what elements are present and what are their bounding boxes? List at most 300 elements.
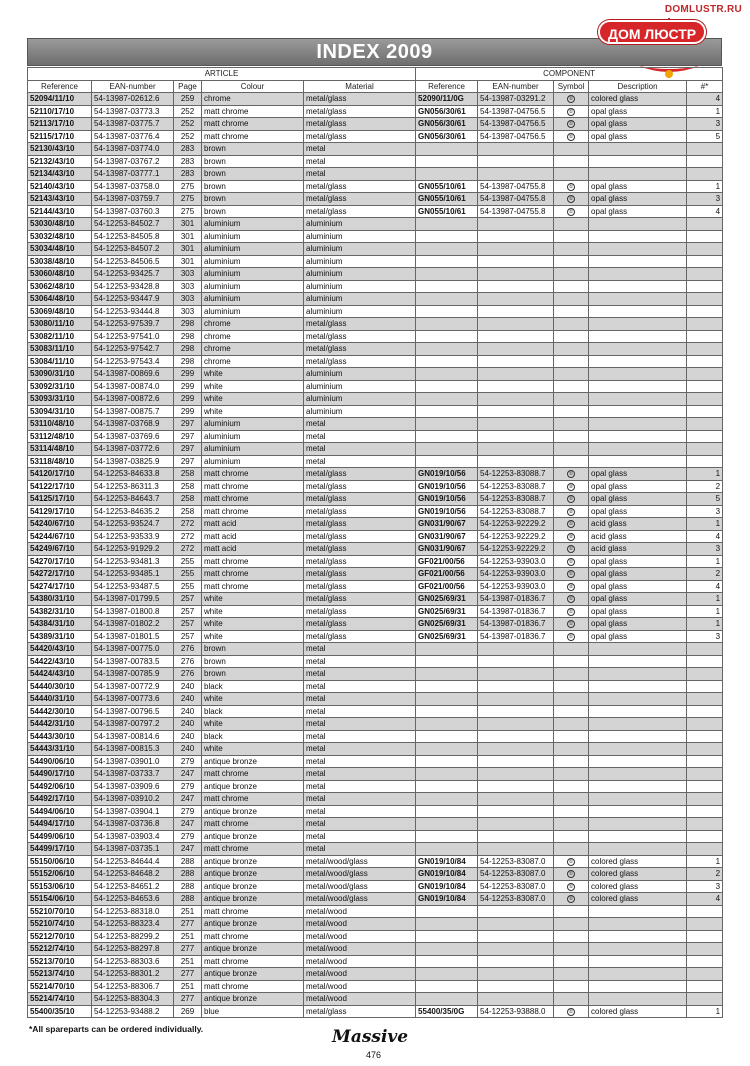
colour-cell: chrome (202, 93, 304, 106)
colour-cell: aluminium (202, 455, 304, 468)
component-reference-cell (416, 918, 478, 931)
ean-number-cell: 54-12253-86311.3 (92, 480, 174, 493)
symbol-cell (554, 793, 589, 806)
component-ean-cell (478, 430, 554, 443)
ean-number-cell: 54-12253-84505.8 (92, 230, 174, 243)
ean-number-cell: 54-13987-03777.1 (92, 168, 174, 181)
count-cell (687, 455, 723, 468)
symbol-cell (554, 618, 589, 631)
colour-cell: antique bronze (202, 805, 304, 818)
symbol-cell (554, 930, 589, 943)
component-ean-cell (478, 343, 554, 356)
description-cell (589, 218, 687, 231)
colour-cell: brown (202, 643, 304, 656)
material-cell: metal/glass (304, 518, 416, 531)
description-cell: opal glass (589, 130, 687, 143)
description-cell (589, 755, 687, 768)
page-cell: 301 (174, 230, 202, 243)
table-row (28, 93, 723, 106)
ean-number-cell: 54-13987-03904.1 (92, 805, 174, 818)
page-cell: 277 (174, 918, 202, 931)
component-reference-cell (416, 318, 478, 331)
material-cell: metal/wood (304, 918, 416, 931)
page-cell: 247 (174, 818, 202, 831)
table-row (28, 618, 723, 631)
component-ean-cell (478, 980, 554, 993)
symbol-cell (554, 593, 589, 606)
symbol-cell (554, 580, 589, 593)
reference-cell: 52113/17/10 (28, 118, 92, 131)
component-reference-cell (416, 905, 478, 918)
ean-number-cell: 54-12253-84633.8 (92, 468, 174, 481)
page-cell: 240 (174, 693, 202, 706)
table-row (28, 755, 723, 768)
ean-number-cell: 54-12253-88299.2 (92, 930, 174, 943)
description-cell: colored glass (589, 93, 687, 106)
reference-cell: 53032/48/10 (28, 230, 92, 243)
count-cell (687, 343, 723, 356)
count-cell (687, 293, 723, 306)
page-cell: 269 (174, 1005, 202, 1018)
count-cell (687, 818, 723, 831)
count-cell (687, 143, 723, 156)
reference-cell: 52130/43/10 (28, 143, 92, 156)
table-row (28, 630, 723, 643)
colour-cell: antique bronze (202, 893, 304, 906)
page-cell: 277 (174, 943, 202, 956)
component-ean-cell: 54-12253-93903.0 (478, 555, 554, 568)
component-reference-cell: GN025/69/31 (416, 605, 478, 618)
ean-number-cell: 54-13987-00869.6 (92, 368, 174, 381)
page-cell: 279 (174, 755, 202, 768)
colour-cell: matt chrome (202, 580, 304, 593)
symbol-cell (554, 943, 589, 956)
table-row (28, 793, 723, 806)
description-cell: opal glass (589, 180, 687, 193)
material-cell: metal/wood (304, 905, 416, 918)
page-cell: 288 (174, 868, 202, 881)
ean-number-cell: 54-13987-03910.2 (92, 793, 174, 806)
component-reference-cell (416, 955, 478, 968)
symbol-icon: ① (568, 521, 574, 528)
description-cell (589, 968, 687, 981)
count-cell (687, 905, 723, 918)
material-cell: metal/wood (304, 943, 416, 956)
reference-cell: 53092/31/10 (28, 380, 92, 393)
count-cell (687, 793, 723, 806)
table-row (28, 655, 723, 668)
component-ean-cell (478, 293, 554, 306)
brand-logo: Massive (332, 1027, 409, 1047)
page-cell: 258 (174, 480, 202, 493)
material-cell: metal/glass (304, 593, 416, 606)
component-reference-cell (416, 755, 478, 768)
component-reference-cell: GN055/10/61 (416, 193, 478, 206)
colour-cell: white (202, 393, 304, 406)
page-cell: 240 (174, 680, 202, 693)
reference-cell: 55154/06/10 (28, 893, 92, 906)
symbol-cell (554, 318, 589, 331)
table-row (28, 180, 723, 193)
count-cell: 2 (687, 868, 723, 881)
count-cell (687, 780, 723, 793)
page-cell: 276 (174, 643, 202, 656)
article-group-header: ARTICLE (28, 68, 416, 81)
component-ean-cell (478, 230, 554, 243)
symbol-cell (554, 305, 589, 318)
table-row (28, 605, 723, 618)
table-row (28, 855, 723, 868)
table-row (28, 518, 723, 531)
ean-number-cell: 54-12253-93481.3 (92, 555, 174, 568)
count-cell: 1 (687, 180, 723, 193)
table-row (28, 580, 723, 593)
count-cell: 3 (687, 505, 723, 518)
component-ean-cell: 54-13987-01836.7 (478, 593, 554, 606)
page-cell: 301 (174, 243, 202, 256)
material-cell: metal (304, 743, 416, 756)
component-ean-cell (478, 418, 554, 431)
page-cell: 251 (174, 905, 202, 918)
component-ean-cell (478, 993, 554, 1006)
ean-number-cell: 54-12253-84507.2 (92, 243, 174, 256)
description-cell: opal glass (589, 118, 687, 131)
colour-cell: white (202, 405, 304, 418)
colour-cell: brown (202, 143, 304, 156)
count-cell (687, 280, 723, 293)
component-ean-cell (478, 793, 554, 806)
count-cell (687, 943, 723, 956)
component-reference-cell: GN031/90/67 (416, 530, 478, 543)
ean-number-cell: 54-12253-93444.8 (92, 305, 174, 318)
material-cell: metal/glass (304, 543, 416, 556)
description-cell: opal glass (589, 580, 687, 593)
description-cell (589, 793, 687, 806)
symbol-cell (554, 630, 589, 643)
description-cell (589, 330, 687, 343)
material-cell: metal (304, 755, 416, 768)
count-cell (687, 968, 723, 981)
count-cell: 3 (687, 543, 723, 556)
material-cell: metal (304, 155, 416, 168)
material-cell: aluminium (304, 280, 416, 293)
symbol-icon: ① (568, 208, 574, 215)
description-cell (589, 355, 687, 368)
ean-number-cell: 54-13987-03773.3 (92, 105, 174, 118)
reference-cell: 54492/06/10 (28, 780, 92, 793)
symbol-cell (554, 730, 589, 743)
component-ean-cell (478, 143, 554, 156)
table-row (28, 980, 723, 993)
colour-cell: brown (202, 668, 304, 681)
component-ean-cell (478, 268, 554, 281)
symbol-icon: ① (568, 496, 574, 503)
material-cell: metal (304, 718, 416, 731)
component-ean-cell: 54-12253-83088.7 (478, 505, 554, 518)
count-cell (687, 318, 723, 331)
component-reference-cell (416, 230, 478, 243)
description-cell (589, 843, 687, 856)
component-reference-cell (416, 355, 478, 368)
description-cell (589, 705, 687, 718)
ean-number-cell: 54-12253-93447.9 (92, 293, 174, 306)
symbol-cell (554, 243, 589, 256)
reference-cell: 53034/48/10 (28, 243, 92, 256)
component-ean-cell (478, 755, 554, 768)
count-cell (687, 668, 723, 681)
page-cell: 258 (174, 493, 202, 506)
description-cell (589, 943, 687, 956)
table-row (28, 718, 723, 731)
description-cell: opal glass (589, 205, 687, 218)
symbol-cell (554, 418, 589, 431)
symbol-icon: ① (568, 883, 574, 890)
component-ean-cell (478, 393, 554, 406)
component-ean-cell: 54-13987-01836.7 (478, 605, 554, 618)
symbol-cell (554, 968, 589, 981)
colour-cell: chrome (202, 330, 304, 343)
colour-cell: matt chrome (202, 493, 304, 506)
description-cell (589, 405, 687, 418)
description-cell: colored glass (589, 855, 687, 868)
reference-cell: 55212/70/10 (28, 930, 92, 943)
component-reference-cell (416, 793, 478, 806)
page-cell: 279 (174, 780, 202, 793)
site-url[interactable]: DOMLUSTR.RU (664, 4, 742, 15)
table-row (28, 305, 723, 318)
material-cell: metal/glass (304, 105, 416, 118)
colour-cell: black (202, 730, 304, 743)
table-row (28, 930, 723, 943)
count-cell: 1 (687, 605, 723, 618)
page-cell: 272 (174, 518, 202, 531)
count-cell (687, 443, 723, 456)
material-cell: aluminium (304, 368, 416, 381)
reference-cell: 54492/17/10 (28, 793, 92, 806)
symbol-cell (554, 343, 589, 356)
symbol-cell (554, 118, 589, 131)
count-cell (687, 643, 723, 656)
count-cell: 1 (687, 593, 723, 606)
count-cell: 3 (687, 118, 723, 131)
ean-number-cell: 54-13987-03759.7 (92, 193, 174, 206)
colour-cell: aluminium (202, 418, 304, 431)
reference-cell: 53064/48/10 (28, 293, 92, 306)
count-cell: 3 (687, 630, 723, 643)
reference-cell: 53118/48/10 (28, 455, 92, 468)
ean-number-cell: 54-13987-00814.6 (92, 730, 174, 743)
table-row (28, 668, 723, 681)
colour-cell: chrome (202, 355, 304, 368)
component-ean-cell (478, 680, 554, 693)
component-reference-cell (416, 743, 478, 756)
colour-cell: matt chrome (202, 768, 304, 781)
ean-number-cell: 54-12253-97539.7 (92, 318, 174, 331)
count-cell (687, 718, 723, 731)
table-row (28, 205, 723, 218)
colour-cell: chrome (202, 318, 304, 331)
reference-cell: 54270/17/10 (28, 555, 92, 568)
count-cell (687, 655, 723, 668)
count-cell (687, 680, 723, 693)
count-cell (687, 268, 723, 281)
ean-number-cell: 54-13987-01799.5 (92, 593, 174, 606)
description-cell (589, 668, 687, 681)
component-ean-cell (478, 968, 554, 981)
count-cell: 1 (687, 618, 723, 631)
component-ean-cell (478, 918, 554, 931)
description-cell: opal glass (589, 555, 687, 568)
component-ean-cell: 54-12253-92229.2 (478, 530, 554, 543)
symbol-cell (554, 668, 589, 681)
component-ean-cell (478, 830, 554, 843)
description-cell: opal glass (589, 193, 687, 206)
ean-number-cell: 54-13987-03901.0 (92, 755, 174, 768)
material-cell: metal/glass (304, 180, 416, 193)
colour-cell: white (202, 593, 304, 606)
page-cell: 275 (174, 205, 202, 218)
material-cell: metal/glass (304, 530, 416, 543)
component-ean-cell (478, 355, 554, 368)
page-cell: 303 (174, 268, 202, 281)
description-cell: opal glass (589, 605, 687, 618)
table-row (28, 243, 723, 256)
symbol-icon: ① (568, 196, 574, 203)
symbol-cell (554, 205, 589, 218)
symbol-icon: ① (568, 558, 574, 565)
count-cell (687, 918, 723, 931)
description-cell: opal glass (589, 105, 687, 118)
page-cell: 275 (174, 193, 202, 206)
ean-number-cell: 54-13987-01801.5 (92, 630, 174, 643)
symbol-cell (554, 193, 589, 206)
count-cell: 2 (687, 480, 723, 493)
ean-number-cell: 54-13987-03903.4 (92, 830, 174, 843)
component-ean-cell (478, 405, 554, 418)
material-cell: metal (304, 730, 416, 743)
page-cell: 251 (174, 980, 202, 993)
component-reference-cell (416, 680, 478, 693)
page-cell: 258 (174, 468, 202, 481)
table-row (28, 730, 723, 743)
symbol-cell (554, 218, 589, 231)
material-cell: metal (304, 668, 416, 681)
symbol-cell (554, 918, 589, 931)
page-cell: 252 (174, 130, 202, 143)
page-cell: 288 (174, 893, 202, 906)
count-cell (687, 243, 723, 256)
component-ean-cell (478, 730, 554, 743)
symbol-cell (554, 868, 589, 881)
ean-number-cell: 54-12253-97543.4 (92, 355, 174, 368)
table-row (28, 268, 723, 281)
component-ean-cell: 54-13987-01836.7 (478, 618, 554, 631)
description-cell (589, 693, 687, 706)
material-cell: metal (304, 805, 416, 818)
symbol-icon: ① (568, 96, 574, 103)
count-cell: 5 (687, 493, 723, 506)
symbol-icon: ① (568, 133, 574, 140)
table-row (28, 593, 723, 606)
reference-cell: 55150/06/10 (28, 855, 92, 868)
description-cell (589, 243, 687, 256)
component-reference-cell (416, 330, 478, 343)
material-cell: metal/glass (304, 343, 416, 356)
ean-number-cell: 54-13987-00785.9 (92, 668, 174, 681)
symbol-cell (554, 255, 589, 268)
count-cell (687, 930, 723, 943)
ean-number-cell: 54-13987-00773.6 (92, 693, 174, 706)
material-cell: metal/glass (304, 93, 416, 106)
symbol-cell (554, 293, 589, 306)
page-cell: 252 (174, 118, 202, 131)
symbol-cell (554, 555, 589, 568)
ean-number-cell: 54-13987-03760.3 (92, 205, 174, 218)
ean-number-cell: 54-13987-03775.7 (92, 118, 174, 131)
material-cell: metal/wood (304, 955, 416, 968)
component-reference-cell (416, 968, 478, 981)
ean-number-cell: 54-12253-88303.6 (92, 955, 174, 968)
component-ean-cell: 54-13987-04755.8 (478, 193, 554, 206)
colour-cell: aluminium (202, 293, 304, 306)
ean-number-cell: 54-13987-02612.6 (92, 93, 174, 106)
page-cell: 255 (174, 568, 202, 581)
component-ean-cell: 54-12253-83087.0 (478, 880, 554, 893)
material-cell: metal (304, 793, 416, 806)
material-cell: metal/glass (304, 605, 416, 618)
table-row (28, 368, 723, 381)
reference-cell: 53112/48/10 (28, 430, 92, 443)
component-reference-cell (416, 305, 478, 318)
description-cell (589, 380, 687, 393)
component-reference-cell: GN019/10/56 (416, 493, 478, 506)
material-cell: metal (304, 818, 416, 831)
page-number: 476 (366, 1050, 382, 1060)
component-reference-cell (416, 780, 478, 793)
material-cell: aluminium (304, 380, 416, 393)
count-cell (687, 768, 723, 781)
table-row (28, 643, 723, 656)
table-row (28, 343, 723, 356)
component-reference-cell (416, 155, 478, 168)
symbol-cell (554, 705, 589, 718)
colour-cell: white (202, 380, 304, 393)
component-ean-cell (478, 330, 554, 343)
colour-cell: matt acid (202, 543, 304, 556)
table-row (28, 993, 723, 1006)
col-comp-ean-header: EAN-number (478, 80, 554, 93)
reference-cell: 54125/17/10 (28, 493, 92, 506)
component-reference-cell (416, 268, 478, 281)
table-row (28, 568, 723, 581)
material-cell: aluminium (304, 230, 416, 243)
reference-cell: 55152/06/10 (28, 868, 92, 881)
material-cell: aluminium (304, 293, 416, 306)
colour-cell: black (202, 680, 304, 693)
description-cell (589, 443, 687, 456)
table-row (28, 393, 723, 406)
material-cell: metal/glass (304, 118, 416, 131)
symbol-icon: ② (568, 508, 574, 515)
page-cell: 240 (174, 718, 202, 731)
component-ean-cell (478, 943, 554, 956)
colour-cell: aluminium (202, 305, 304, 318)
material-cell: metal/glass (304, 493, 416, 506)
table-row (28, 443, 723, 456)
colour-cell: aluminium (202, 255, 304, 268)
count-cell: 1 (687, 468, 723, 481)
component-reference-cell (416, 293, 478, 306)
